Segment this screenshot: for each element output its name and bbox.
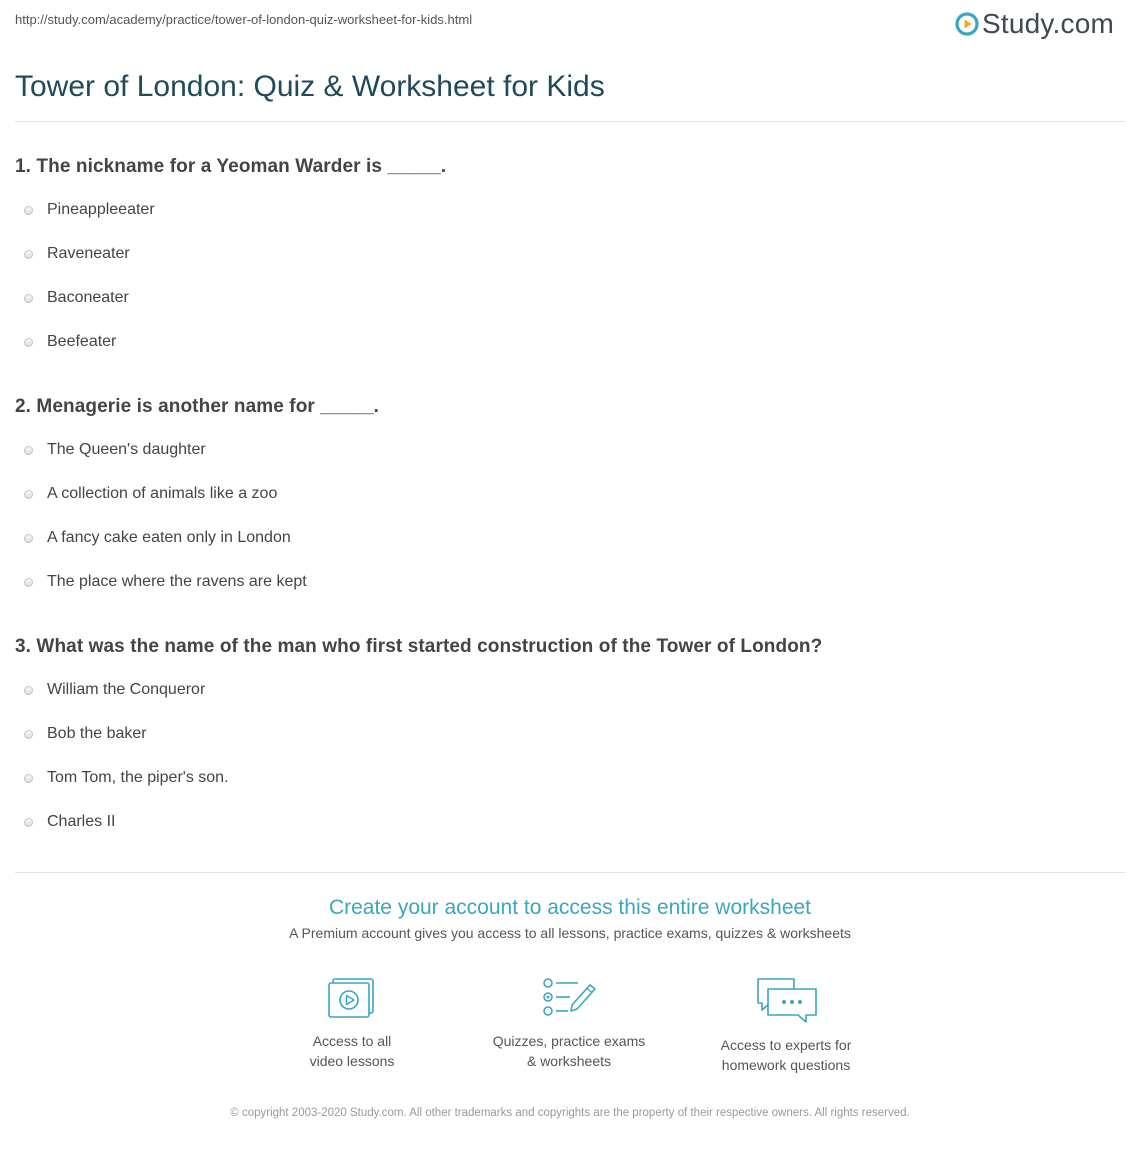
study-com-logo[interactable] [955,6,1114,42]
create-account-link[interactable]: Create your account to access this entire worksheet [328,896,812,919]
option-label: Baconeater [47,289,129,306]
section-divider [15,872,1125,873]
option-label: Bob the baker [47,725,147,742]
answer-option[interactable] [24,288,129,308]
video-lessons-icon [325,975,379,1021]
answer-option[interactable] [24,244,130,264]
radio-button[interactable] [24,250,33,259]
chat-bubbles-icon [754,975,818,1025]
answer-option[interactable] [24,572,307,592]
question-2: 2. Menagerie is another name for _____. [15,396,379,417]
page-url: http://study.com/academy/practice/tower-of-london-quiz-worksheet-for-kids.html [15,12,473,27]
answer-option[interactable] [24,724,147,744]
radio-button[interactable] [24,578,33,587]
option-label: The Queen's daughter [47,441,206,458]
copyright-notice: © copyright 2003-2020 Study.com. All other trademarks and copyrights are the property of their respective owners. All rights reserved. [230,1107,910,1119]
question-1: 1. The nickname for a Yeoman Warder is _____. [15,156,447,177]
answer-option[interactable] [24,484,277,504]
radio-button[interactable] [24,294,33,303]
answer-option[interactable] [24,528,291,548]
option-label: Tom Tom, the piper's son. [47,769,229,786]
quiz-checklist-icon [540,975,598,1021]
option-label: Beefeater [47,333,117,350]
radio-button[interactable] [24,730,33,739]
option-label: Pineappleeater [47,201,155,218]
answer-option[interactable] [24,200,155,220]
radio-button[interactable] [24,490,33,499]
radio-button[interactable] [24,534,33,543]
option-label: William the Conqueror [47,681,206,698]
radio-button[interactable] [24,338,33,347]
feature-experts [686,975,886,1075]
play-circle-icon [955,12,979,36]
title-divider [15,121,1125,122]
answer-option[interactable] [24,440,206,460]
option-label: Charles II [47,813,116,830]
option-label: Raveneater [47,245,130,262]
question-3: 3. What was the name of the man who first started construction of the Tower of London? [15,636,823,657]
radio-button[interactable] [24,206,33,215]
option-label: A collection of animals like a zoo [47,485,278,502]
feature-label: Access to all video lessons [309,1033,395,1069]
radio-button[interactable] [24,818,33,827]
feature-quizzes [469,975,669,1071]
logo-text: Study.com [982,8,1114,39]
cta-subtitle: A Premium account gives you access to all lessons, practice exams, quizzes & worksheets [289,925,851,941]
option-label: A fancy cake eaten only in London [47,529,291,546]
radio-button[interactable] [24,686,33,695]
option-label: The place where the ravens are kept [47,573,307,590]
answer-option[interactable] [24,768,229,788]
answer-option[interactable] [24,680,205,700]
page-title: Tower of London: Quiz & Worksheet for Kids [15,70,605,103]
feature-label: Access to experts for homework questions [720,1037,852,1073]
feature-video-lessons [252,975,452,1071]
radio-button[interactable] [24,446,33,455]
feature-label: Quizzes, practice exams & worksheets [492,1033,646,1069]
radio-button[interactable] [24,774,33,783]
answer-option[interactable] [24,332,116,352]
answer-option[interactable] [24,812,115,832]
